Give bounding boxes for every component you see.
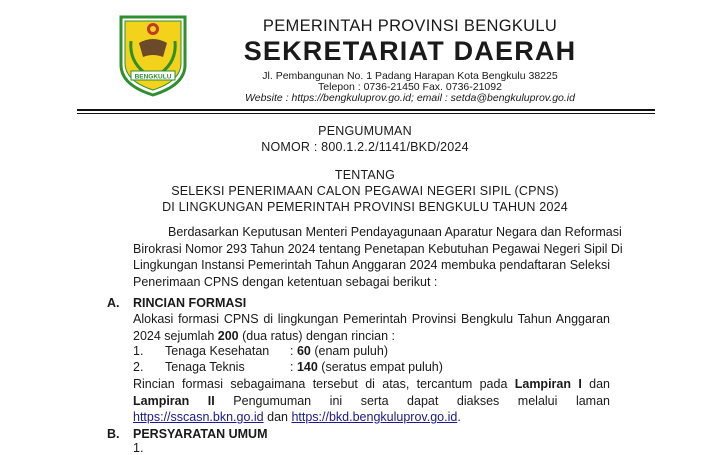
seal-text: BENGKULU (134, 73, 172, 81)
announcement-subject-line2: DI LINGKUNGAN PEMERINTAH PROVINSI BENGKULU TAHUN 2024 (162, 200, 568, 214)
section-a-line: Alokasi formasi CPNS di lingkungan Pemerintah Provinsi Bengkulu Tahun Anggaran (133, 312, 610, 326)
formation-item-label: Tenaga Kesehatan (165, 344, 270, 358)
letterhead-address: Jl. Pembangunan No. 1 Padang Harapan Kota Bengkulu 38225 (262, 70, 558, 82)
intro-line: Penerimaan CPNS dengan ketentuan sebagai berikut : (133, 274, 438, 289)
intro-paragraph (133, 224, 623, 290)
letterhead-office: SEKRETARIAT DAERAH (243, 36, 577, 66)
section-a-letter: A. (107, 296, 120, 310)
announcement-title: PENGUMUMAN (318, 124, 412, 138)
section-a-line: 2024 sejumlah 200 (dua ratus) dengan rincian : (133, 328, 395, 343)
letterhead-government: PEMERINTAH PROVINSI BENGKULU (262, 17, 558, 35)
section-a-paragraph2 (133, 376, 610, 426)
intro-line: Berdasarkan Keputusan Menteri Pendayagunaan Aparatur Negara dan Reformasi (168, 225, 622, 239)
section-a-line: Rincian formasi sebagaimana tersebut di atas, tercantum pada Lampiran I dan (133, 377, 610, 391)
total-formation: 200 (217, 328, 239, 343)
section-a-paragraph1 (133, 311, 610, 344)
sscasn-link[interactable]: https://sscasn.bkn.go.id (133, 410, 264, 425)
announcement-about: TENTANG (334, 168, 396, 182)
section-a-line: https://sscasn.bkn.go.id dan https://bkd.bengkuluprov.go.id. (133, 410, 461, 425)
section-b-item-number: 1. (133, 441, 144, 455)
letterhead-rule-thick (77, 109, 655, 111)
intro-line: Birokrasi Nomor 293 Tahun 2024 tentang Penetapan Kebutuhan Pegawai Negeri Sipil Di (133, 241, 623, 256)
formation-item-value: : 60 (enam puluh) (290, 344, 388, 358)
formation-item-value: : 140 (seratus empat puluh) (290, 360, 443, 374)
letterhead-phone: Telepon : 0736-21450 Fax. 0736-21092 (318, 81, 502, 93)
formation-item-label: Tenaga Teknis (165, 360, 245, 374)
announcement-subject-line1: SELEKSI PENERIMAAN CALON PEGAWAI NEGERI SIPIL (CPNS) (171, 184, 559, 198)
bkd-link[interactable]: https://bkd.bengkuluprov.go.id (291, 410, 458, 425)
intro-line: Lingkungan Instansi Pemerintah Tahun Anggaran 2024 membuka pendaftaran Seleksi (133, 258, 610, 273)
section-a-line: Lampiran II Pengumuman ini serta dapat diakses melalui laman (133, 393, 610, 408)
provincial-seal-logo (117, 13, 189, 97)
section-a-title: RINCIAN FORMASI (133, 296, 247, 310)
section-b-letter: B. (107, 427, 120, 441)
formation-item-number: 2. (133, 360, 144, 374)
letterhead-web: Website : https://bengkuluprov.go.id; email : setda@bengkuluprov.go.id (245, 92, 575, 104)
announcement-number: NOMOR : 800.1.2.2/1141/BKD/2024 (261, 140, 469, 154)
formation-item-number: 1. (133, 344, 144, 358)
letterhead-rule-thin (77, 113, 655, 114)
section-b-title: PERSYARATAN UMUM (133, 427, 268, 441)
